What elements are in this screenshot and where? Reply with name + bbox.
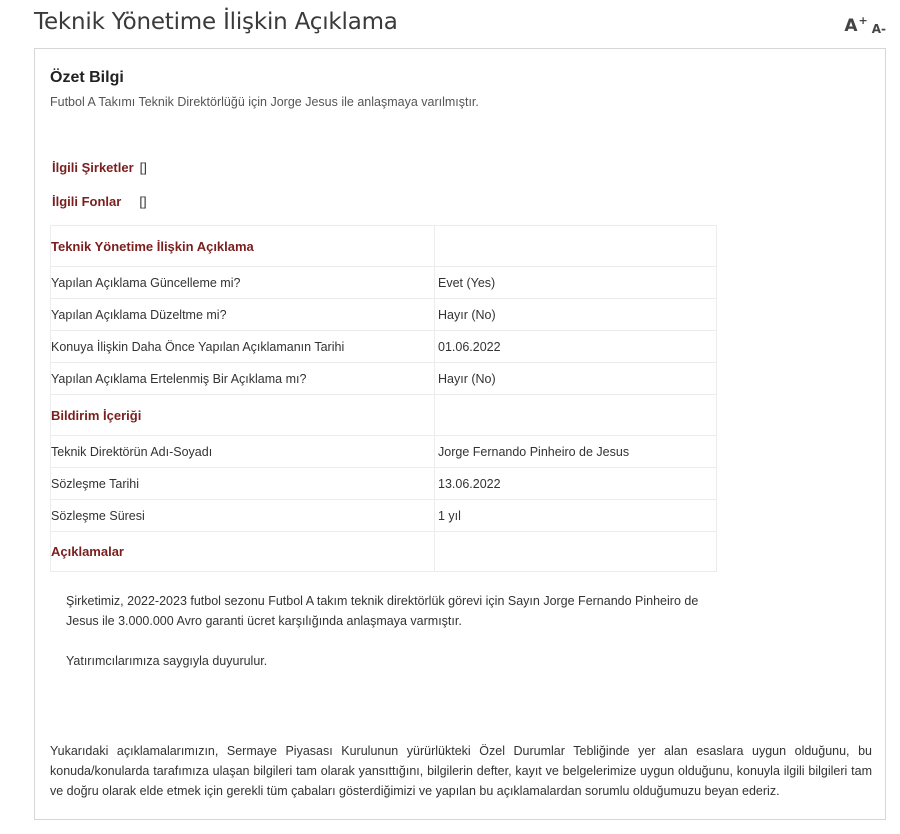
related-funds-value: []: [139, 194, 147, 209]
related-companies-value: []: [139, 160, 147, 175]
row-label: Sözleşme Süresi: [51, 500, 435, 532]
summary-title: Özet Bilgi: [50, 69, 124, 86]
table-header: Teknik Yönetime İlişkin Açıklama: [51, 226, 435, 267]
table-header-empty: [435, 226, 717, 267]
minus-icon: -: [881, 22, 886, 36]
font-increase-letter: A: [844, 16, 858, 36]
row-value: Hayır (No): [435, 299, 717, 331]
content-header: Bildirim İçeriği: [51, 395, 435, 436]
row-label: Sözleşme Tarihi: [51, 468, 435, 500]
notes-text: [66, 591, 716, 671]
row-label: Yapılan Açıklama Düzeltme mi?: [51, 299, 435, 331]
notes-header-row: [51, 532, 717, 572]
font-size-controls: [844, 14, 886, 36]
table-row: [51, 267, 717, 299]
summary-text: Futbol A Takımı Teknik Direktörlüğü için Jorge Jesus ile anlaşmaya varılmıştır.: [50, 95, 479, 109]
row-value: 01.06.2022: [435, 331, 717, 363]
row-label: Konuya İlişkin Daha Önce Yapılan Açıklamanın Tarihi: [51, 331, 435, 363]
font-decrease-letter: A: [871, 22, 882, 36]
row-label: Teknik Direktörün Adı-Soyadı: [51, 436, 435, 468]
page-title: Teknik Yönetime İlişkin Açıklama: [34, 9, 398, 35]
disclosure-table: [50, 225, 717, 572]
row-value: Jorge Fernando Pinheiro de Jesus: [435, 436, 717, 468]
content-header-empty: [435, 395, 717, 436]
content-header-row: [51, 395, 717, 436]
table-row: [51, 500, 717, 532]
row-label: Yapılan Açıklama Güncelleme mi?: [51, 267, 435, 299]
related-companies: [52, 160, 147, 175]
notes-header-empty: [435, 532, 717, 572]
table-row: [51, 299, 717, 331]
row-value: 1 yıl: [435, 500, 717, 532]
notes-header: Açıklamalar: [51, 532, 435, 572]
row-value: 13.06.2022: [435, 468, 717, 500]
table-row: [51, 436, 717, 468]
notes-paragraph: Şirketimiz, 2022-2023 futbol sezonu Futbol A takım teknik direktörlük görevi için Sayın Jorge Fernando Pinheiro de Jesus ile 3.000.000 Avro garanti ücret karşılığında anlaşmaya varmıştır.: [66, 594, 699, 628]
table-row: [51, 363, 717, 395]
row-value: Hayır (No): [435, 363, 717, 395]
row-label: Yapılan Açıklama Ertelenmiş Bir Açıklama mı?: [51, 363, 435, 395]
font-increase-button[interactable]: [844, 14, 867, 36]
related-funds-label: İlgili Fonlar: [52, 194, 122, 209]
row-value: Evet (Yes): [435, 267, 717, 299]
table-row: [51, 468, 717, 500]
related-companies-label: İlgili Şirketler: [52, 160, 134, 175]
related-funds: [52, 194, 147, 209]
table-header-row: [51, 226, 717, 267]
plus-icon: +: [858, 14, 868, 27]
disclosure-panel: [34, 48, 886, 820]
notes-paragraph: Yatırımcılarımıza saygıyla duyurulur.: [66, 654, 268, 668]
font-decrease-button[interactable]: [872, 22, 886, 36]
disclaimer-text: Yukarıdaki açıklamalarımızın, Sermaye Piyasası Kurulunun yürürlükteki Özel Durumlar Tebliğinde yer alan esaslara uygun olduğunu, bu konuda/konularda tarafımıza ulaşan bilgileri tam olarak yansıttığını, bilgilerin defter, kayıt ve belgelerimize uygun olduğunu, konuyla ilgili bilgileri tam ve doğru olarak elde etmek için gerekli tüm çabaları gösterdiğimizi ve yapılan bu açıklamalardan sorumlu olduğumuzu beyan ederiz.: [50, 744, 872, 798]
table-row: [51, 331, 717, 363]
